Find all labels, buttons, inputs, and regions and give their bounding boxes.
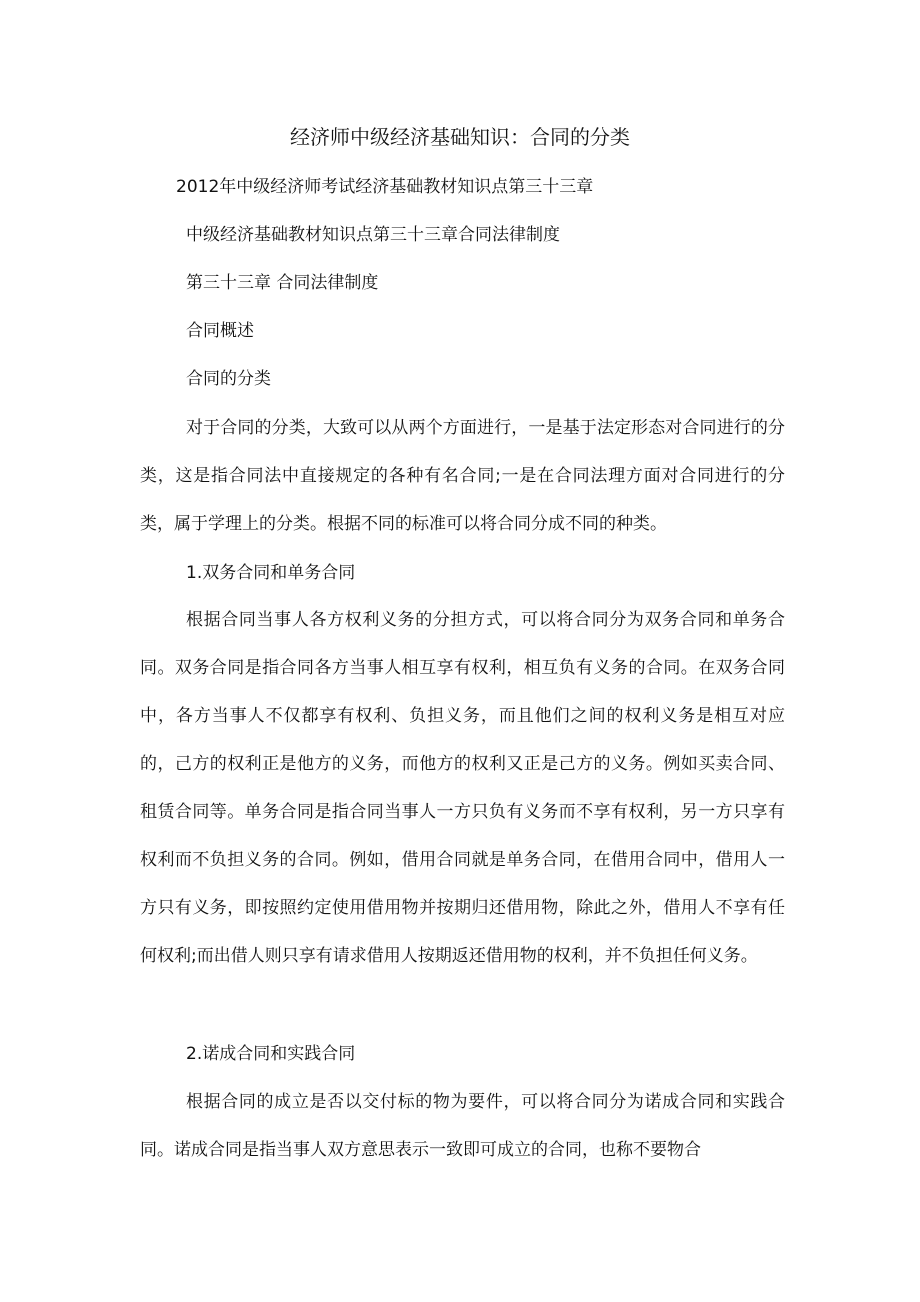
- chapter-title: 第三十三章 合同法律制度: [186, 273, 379, 293]
- section-classification: 合同的分类: [186, 369, 271, 389]
- chapter-intro: 中级经济基础教材知识点第三十三章合同法律制度: [186, 225, 560, 245]
- document-title: 经济师中级经济基础知识：合同的分类: [290, 125, 630, 149]
- paragraph-1: 根据合同当事人各方权利义务的分担方式，可以将合同分为双务合同和单务合同。双务合同是指合同各方当事人相互享有权利，相互负有义务的合同。在双务合同中，各方当事人不仅都享有权利、负担义务，而且他们之间的权利义务是相互对应的，己方的权利正是他方的义务，而他方的权利又正是己方的义务。例如买卖合同、租赁合同等。单务合同是指合同当事人一方只负有义务而不享有权利，另一方只享有权利而不负担义务的合同。例如，借用合同就是单务合同，在借用合同中，借用人一方只有义务，即按照约定使用借用物并按期归还借用物，除此之外，借用人不享有任何权利;而出借人则只享有请求借用人按期返还借用物的权利，并不负担任何义务。: [140, 610, 785, 966]
- heading-1: 1.双务合同和单务合同: [186, 563, 356, 583]
- paragraph-intro: 对于合同的分类，大致可以从两个方面进行，一是基于法定形态对合同进行的分类，这是指合同法中直接规定的各种有名合同;一是在合同法理方面对合同进行的分类，属于学理上的分类。根据不同的标准可以将合同分成不同的种类。: [140, 418, 785, 534]
- section-overview: 合同概述: [186, 321, 254, 341]
- heading-2: 2.诺成合同和实践合同: [186, 1044, 356, 1064]
- paragraph-2: 根据合同的成立是否以交付标的物为要件，可以将合同分为诺成合同和实践合同。诺成合同是指当事人双方意思表示一致即可成立的合同，也称不要物合: [140, 1092, 785, 1160]
- document-subtitle: 2012年中级经济师考试经济基础教材知识点第三十三章: [176, 177, 594, 197]
